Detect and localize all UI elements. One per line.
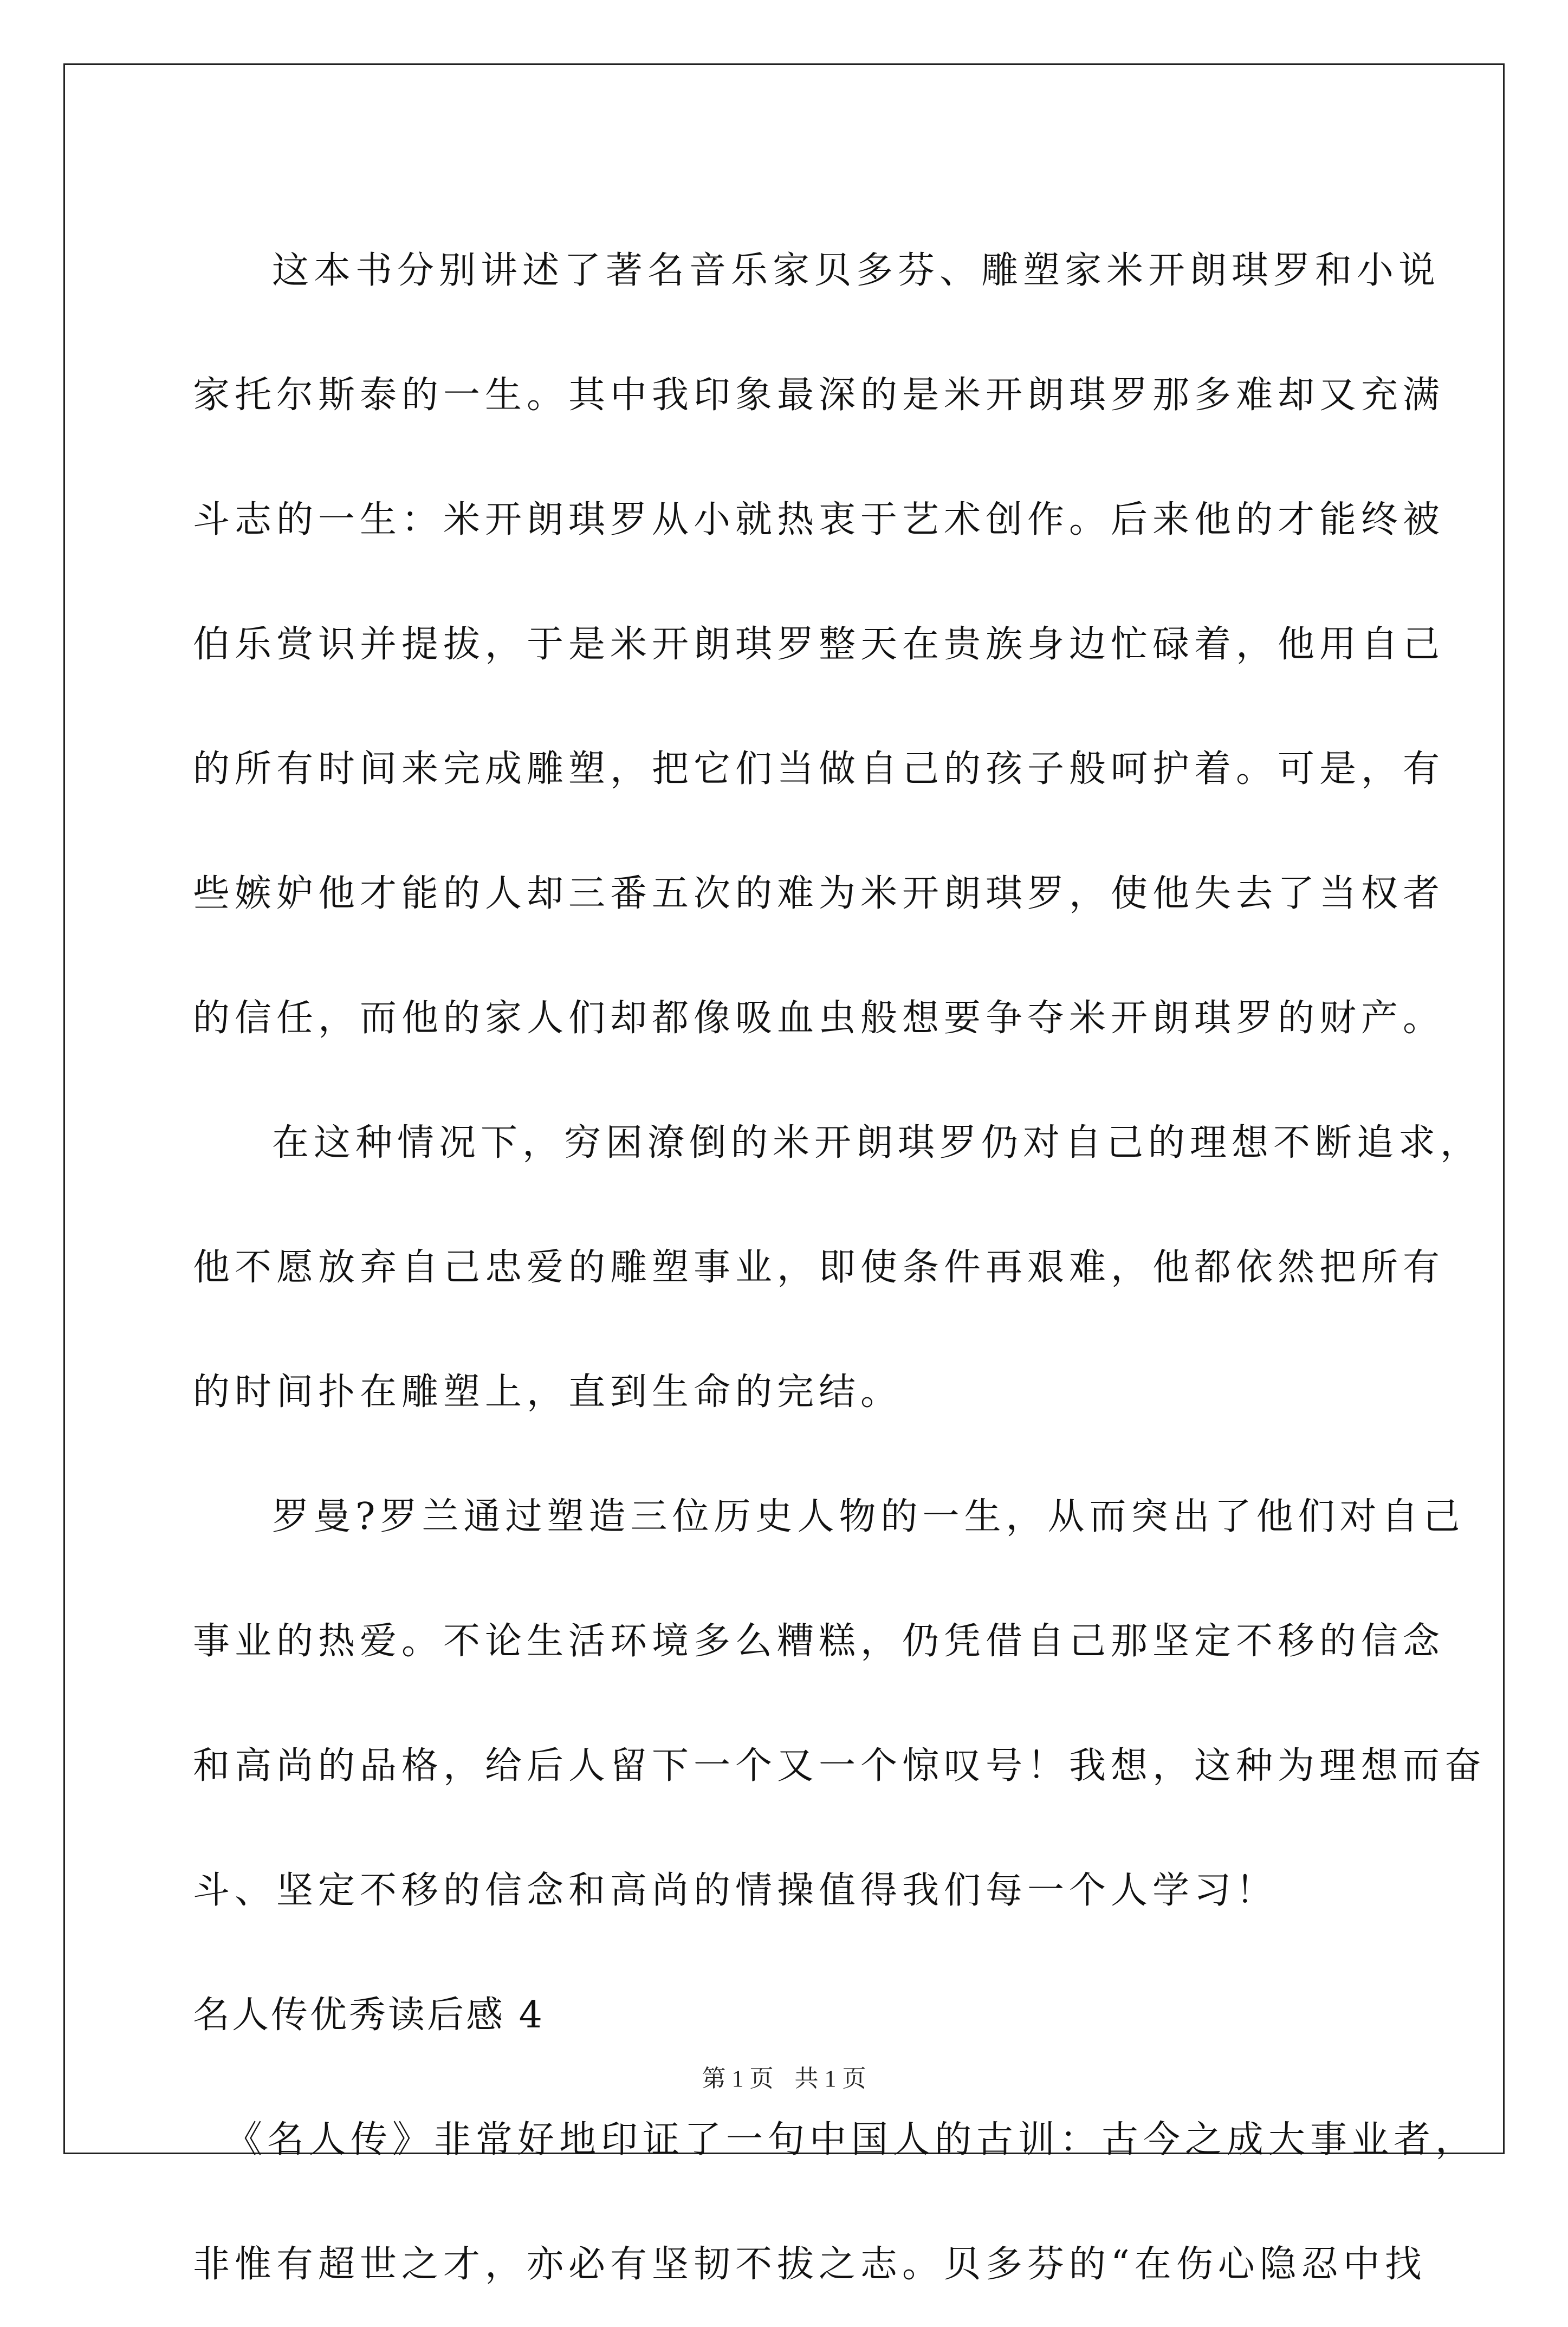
text-line: 《名人传》非常好地印证了一句中国人的古训：古今之成大事业者， <box>225 2118 1478 2161</box>
section-heading: 名人传优秀读后感 4 <box>193 1994 545 2037</box>
text-line: 这本书分别讲述了著名音乐家贝多芬、雕塑家米开朗琪罗和小说 <box>272 249 1441 292</box>
page-total: 共 1 页 <box>794 2065 866 2092</box>
paragraph-4 <box>193 2078 1478 2327</box>
paragraph-1 <box>193 209 1445 1081</box>
text-line: 的所有时间来完成雕塑，把它们当做自己的孩子般呵护着。可是，有 <box>193 748 1445 790</box>
paragraph-3 <box>193 1455 1487 1953</box>
document-body <box>193 209 1487 2327</box>
text-line: 的信任，而他的家人们却都像吸血虫般想要争夺米开朗琪罗的财产。 <box>193 997 1445 1040</box>
text-line: 伯乐赏识并提拔，于是米开朗琪罗整天在贵族身边忙碌着，他用自己 <box>193 623 1445 666</box>
text-line: 些嫉妒他才能的人却三番五次的难为米开朗琪罗，使他失去了当权者 <box>193 872 1445 915</box>
text-line: 非惟有超世之才，亦必有坚韧不拔之志。贝多芬的“在伤心隐忍中找 <box>193 2243 1427 2286</box>
text-line: 斗、坚定不移的信念和高尚的情操值得我们每一个人学习！ <box>193 1869 1278 1912</box>
text-line: 和高尚的品格，给后人留下一个又一个惊叹号！我想，这种为理想而奋 <box>193 1745 1487 1787</box>
text-line: 的时间扑在雕塑上，直到生命的完结。 <box>193 1371 903 1414</box>
text-line: 家托尔斯泰的一生。其中我印象最深的是米开朗琪罗那多难却又充满 <box>193 374 1445 417</box>
text-line: 斗志的一生：米开朗琪罗从小就热衷于艺术创作。后来他的才能终被 <box>193 498 1445 541</box>
text-line: 在这种情况下，穷困潦倒的米开朗琪罗仍对自己的理想不断追求， <box>272 1122 1482 1164</box>
paragraph-2 <box>193 1081 1482 1455</box>
page-number: 第 1 页 <box>702 2065 774 2092</box>
page-footer <box>0 2059 1568 2093</box>
text-line: 他不愿放弃自己忠爱的雕塑事业，即使条件再艰难，他都依然把所有 <box>193 1246 1445 1289</box>
text-line: 罗曼?罗兰通过塑造三位历史人物的一生，从而突出了他们对自己 <box>272 1495 1465 1538</box>
text-line: 事业的热爱。不论生活环境多么糟糕，仍凭借自己那坚定不移的信念 <box>193 1620 1445 1663</box>
